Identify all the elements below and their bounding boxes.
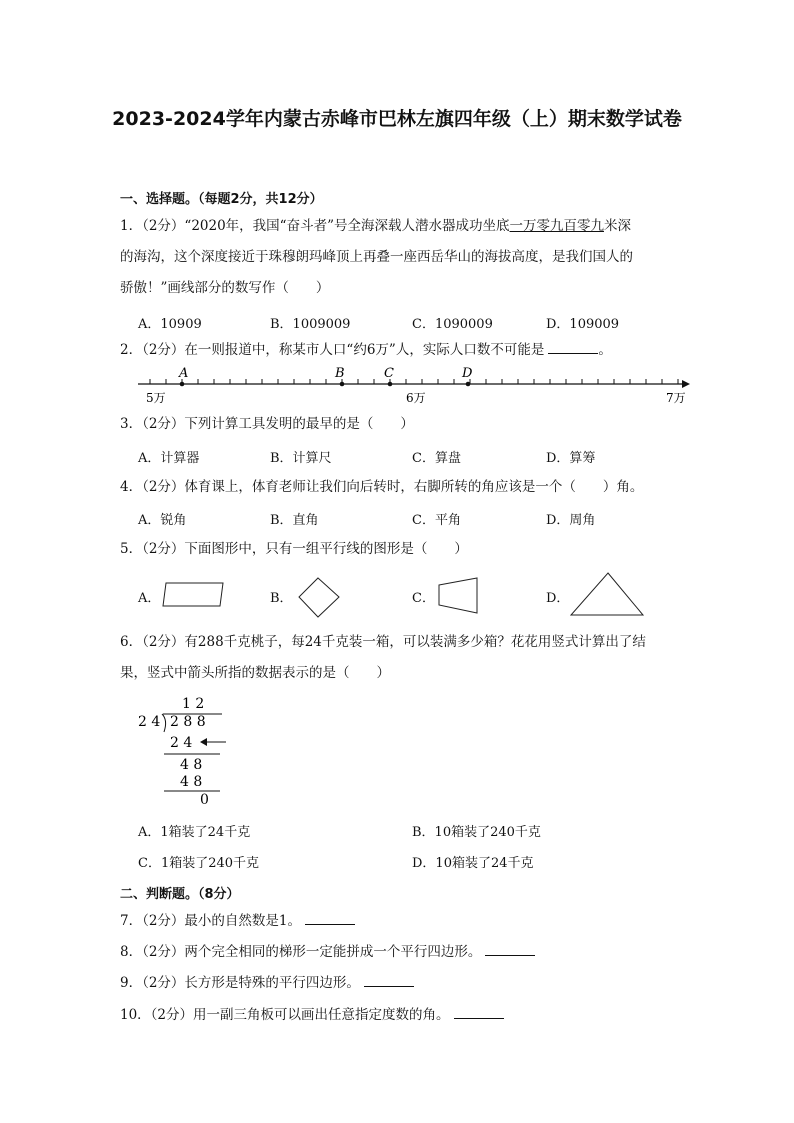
point-label-a: A — [179, 366, 189, 381]
question-6-line-2: 果，竖式中箭头所指的数据表示的是（ ） — [120, 665, 390, 681]
axis-ticks — [150, 379, 678, 384]
point-b — [340, 382, 345, 387]
shape-trapezoid — [436, 576, 482, 616]
q1-option-c[interactable]: C．1090009 — [412, 317, 493, 332]
division-step-2: 4 8 — [180, 757, 203, 773]
answer-blank[interactable] — [364, 974, 414, 987]
q4-option-c[interactable]: C．平角 — [412, 513, 461, 528]
q6-option-d[interactable]: D．10箱装了24千克 — [412, 856, 534, 871]
answer-blank[interactable] — [305, 912, 355, 925]
answer-blank[interactable] — [548, 341, 598, 354]
question-9 — [120, 968, 680, 999]
axis-label-7w: 7万 — [666, 391, 686, 405]
section-judge-heading: 二、判断题。（8分） — [120, 887, 240, 902]
division-step-1: 2 4 — [170, 735, 193, 751]
page-title: 2023-2024学年内蒙古赤峰市巴林左旗四年级（上）期末数学试卷 — [112, 108, 682, 130]
question-1 — [120, 211, 680, 304]
q4-option-b[interactable]: B．直角 — [270, 513, 319, 528]
question-6-line-1: 6．（2分）有288千克桃子，每24千克装一箱，可以装满多少箱？花花用竖式计算出了结 — [120, 634, 646, 650]
question-10-text: 10．（2分）用一副三角板可以画出任意指定度数的角。 — [120, 1007, 450, 1023]
division-divisor: 2 4 — [138, 714, 161, 730]
question-8-text: 8．（2分）两个完全相同的梯形一定能拼成一个平行四边形。 — [120, 944, 482, 960]
question-1-underlined-number: 一万零九百零九 — [509, 218, 604, 234]
question-5: 5．（2分）下面图形中，只有一组平行线的图形是（ ） — [120, 541, 468, 557]
division-step-3: 4 8 — [180, 774, 203, 790]
axis-label-6w: 6万 — [406, 391, 426, 405]
axis-arrow — [682, 380, 690, 388]
q3-option-b[interactable]: B．计算尺 — [270, 451, 332, 466]
point-c — [388, 382, 393, 387]
question-7 — [120, 906, 680, 937]
question-4: 4．（2分）体育课上，体育老师让我们向后转时，右脚所转的角应该是一个（ ）角。 — [120, 479, 644, 495]
q6-option-b[interactable]: B．10箱装了240千克 — [412, 825, 541, 840]
q5-option-d[interactable]: D． — [546, 591, 570, 606]
question-9-text: 9．（2分）长方形是特殊的平行四边形。 — [120, 975, 360, 991]
question-1-text-end: 米深 — [604, 218, 631, 234]
question-2-text: 2．（2分）在一则报道中，称某市人口“约6万”人，实际人口数不可能是 — [120, 342, 545, 358]
question-1-line-2: 的海沟，这个深度接近于珠穆朗玛峰顶上再叠一座西岳华山的海拔高度，是我们国人的 — [120, 249, 633, 265]
question-3: 3．（2分）下列计算工具发明的最早的是（ ） — [120, 416, 414, 432]
question-1-line-3: 骄傲！”画线部分的数写作（ ） — [120, 280, 330, 296]
question-10 — [120, 1000, 680, 1031]
answer-blank[interactable] — [485, 943, 535, 956]
point-d — [466, 382, 471, 387]
division-quotient: 1 2 — [182, 696, 205, 712]
answer-blank[interactable] — [454, 1006, 504, 1019]
shape-square-rotated — [296, 575, 344, 621]
q3-option-c[interactable]: C．算盘 — [412, 451, 461, 466]
q1-option-a[interactable]: A．10909 — [138, 317, 202, 332]
division-bracket — [162, 714, 166, 732]
q6-option-a[interactable]: A．1箱装了24千克 — [138, 825, 251, 840]
question-1-line-1 — [120, 211, 680, 242]
question-8 — [120, 937, 680, 968]
q5-option-c[interactable]: C． — [412, 591, 435, 606]
number-line — [130, 362, 690, 408]
q3-option-a[interactable]: A．计算器 — [138, 451, 200, 466]
division-remainder: 0 — [200, 792, 209, 807]
arrow-head-icon — [200, 738, 207, 746]
q1-option-d[interactable]: D．109009 — [546, 317, 620, 332]
shape-parallelogram-like — [160, 580, 226, 610]
question-6 — [120, 627, 680, 689]
point-a — [180, 382, 185, 387]
q3-option-d[interactable]: D．算筹 — [546, 451, 596, 466]
q5-option-a[interactable]: A． — [138, 591, 161, 606]
division-dividend: 2 8 8 — [170, 714, 206, 730]
point-label-b: B — [335, 366, 345, 381]
section-choice-heading: 一、选择题。（每题2分，共12分） — [120, 192, 323, 207]
shape-triangle — [568, 570, 646, 618]
q4-option-a[interactable]: A．锐角 — [138, 513, 187, 528]
question-1-text: 1．（2分）“2020年，我国“奋斗者”号全海深载人潜水器成功坐底 — [120, 218, 510, 234]
point-label-c: C — [384, 366, 394, 381]
question-2-end: 。 — [598, 342, 612, 358]
point-label-d: D — [462, 366, 473, 381]
axis-label-5w: 5万 — [146, 391, 166, 405]
question-7-text: 7．（2分）最小的自然数是1。 — [120, 913, 302, 929]
q1-option-b[interactable]: B．1009009 — [270, 317, 351, 332]
long-division — [134, 692, 234, 807]
q4-option-d[interactable]: D．周角 — [546, 513, 596, 528]
q5-option-b[interactable]: B． — [270, 591, 293, 606]
q6-option-c[interactable]: C．1箱装了240千克 — [138, 856, 260, 871]
